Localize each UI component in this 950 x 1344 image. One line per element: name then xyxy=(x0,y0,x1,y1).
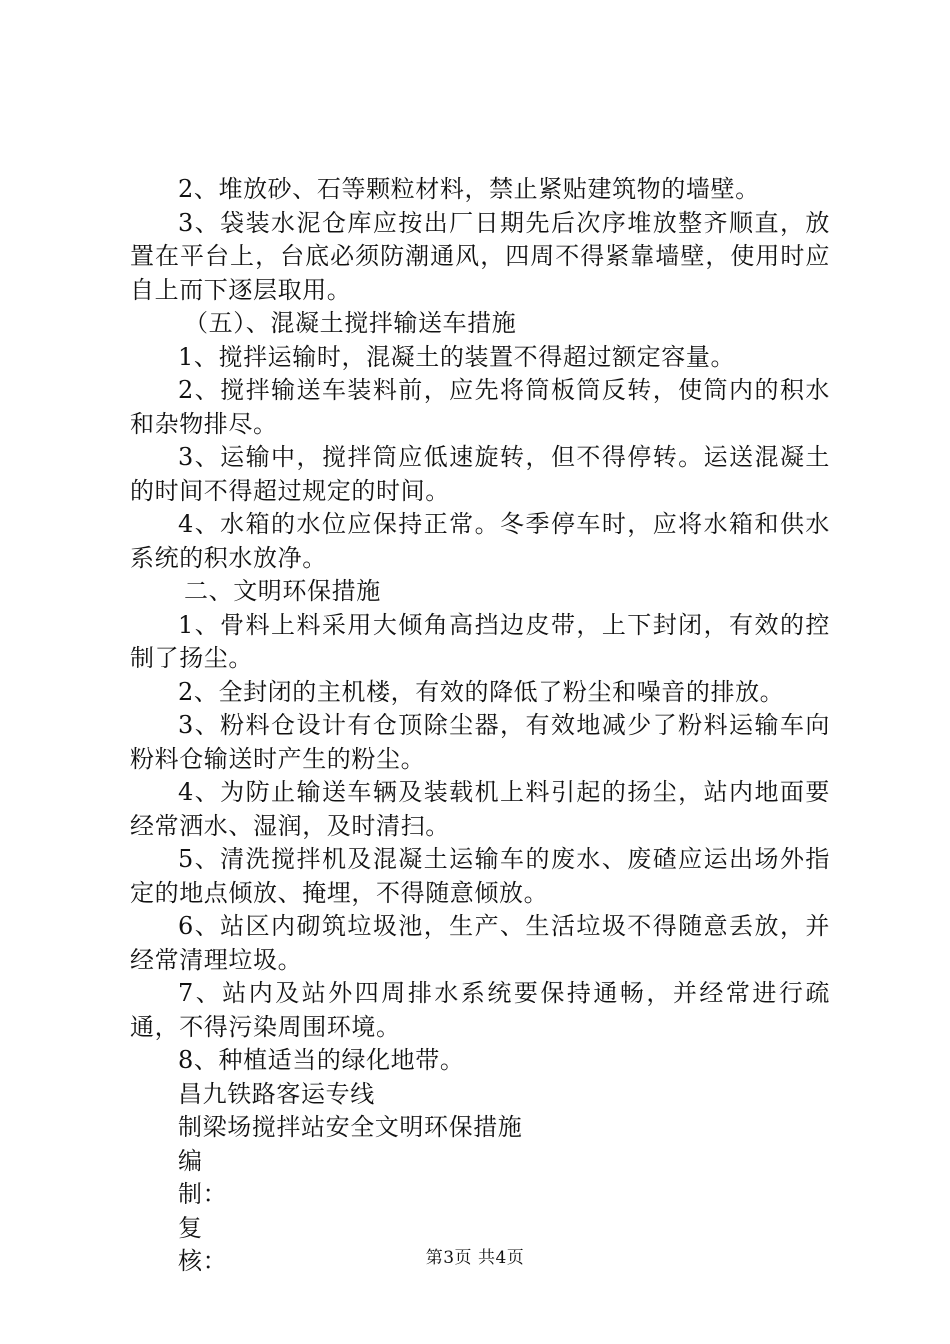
compiled-by-label-top: 编 xyxy=(178,1146,203,1175)
list-item: 2、搅拌输送车装料前，应先将筒板筒反转，使筒内的积水和杂物排尽。 xyxy=(130,376,830,438)
section-heading-mixer-truck: （五）、混凝土搅拌输送车措施 xyxy=(184,309,517,337)
list-item: 8、种植适当的绿化地带。 xyxy=(178,1046,465,1074)
reviewed-by-label-top: 复 xyxy=(178,1213,203,1242)
compiled-by-label-bottom: 制： xyxy=(178,1180,228,1208)
document-body xyxy=(130,173,830,1279)
reviewed-by-label-bottom: 核： xyxy=(178,1247,228,1275)
list-item: 3、运输中，搅拌筒应低速旋转，但不得停转。运送混凝土的时间不得超过规定的时间。 xyxy=(130,443,830,505)
list-item: 1、骨料上料采用大倾角高挡边皮带，上下封闭，有效的控制了扬尘。 xyxy=(130,610,830,672)
page-footer: 第3页 共4页 xyxy=(425,1248,525,1268)
list-item: 4、水箱的水位应保持正常。冬季停车时，应将水箱和供水系统的积水放净。 xyxy=(130,510,830,572)
list-item: 6、站区内砌筑垃圾池，生产、生活垃圾不得随意丢放，并经常清理垃圾。 xyxy=(130,912,830,974)
section-heading-environmental: 二、文明环保措施 xyxy=(184,577,381,605)
list-item: 5、清洗搅拌机及混凝土运输车的废水、废碴应运出场外指定的地点倾放、掩埋，不得随意倾放。 xyxy=(130,845,830,907)
project-name: 昌九铁路客运专线 xyxy=(178,1079,375,1108)
list-item: 2、全封闭的主机楼，有效的降低了粉尘和噪音的排放。 xyxy=(178,677,785,706)
paragraph-cement-storage: 3、袋装水泥仓库应按出厂日期先后次序堆放整齐顺直，放置在平台上，台底必须防潮通风，四周不得紧靠墙壁，使用时应自上而下逐层取用。 xyxy=(130,208,830,304)
document-title: 制梁场搅拌站安全文明环保措施 xyxy=(178,1113,523,1141)
list-item: 3、粉料仓设计有仓顶除尘器，有效地减少了粉料运输车向粉料仓输送时产生的粉尘。 xyxy=(130,711,830,773)
paragraph-stacking-sand: 2、堆放砂、石等颗粒材料，禁止紧贴建筑物的墙壁。 xyxy=(178,175,760,203)
list-item: 7、站内及站外四周排水系统要保持通畅，并经常进行疏通，不得污染周围环境。 xyxy=(130,979,830,1041)
list-item: 1、搅拌运输时，混凝土的装置不得超过额定容量。 xyxy=(178,342,736,371)
list-item: 4、为防止输送车辆及装载机上料引起的扬尘，站内地面要经常洒水、湿润，及时清扫。 xyxy=(130,778,830,840)
